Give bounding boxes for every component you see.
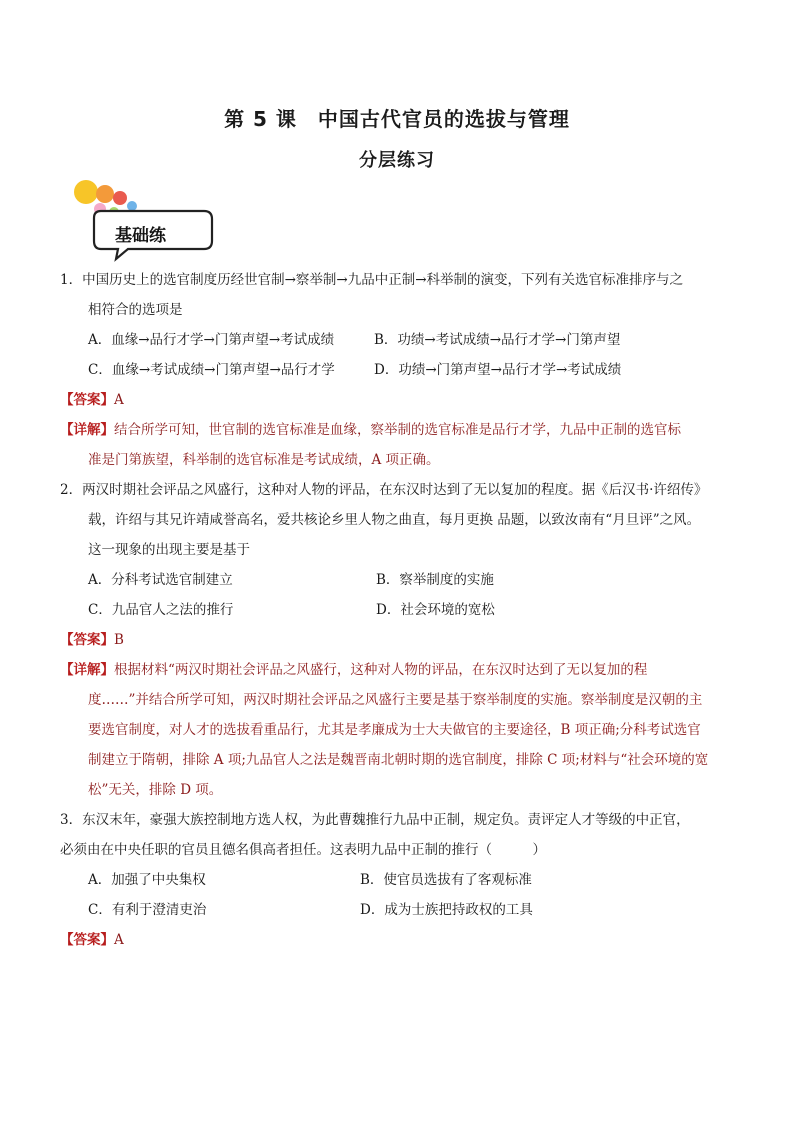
detail-tag: 【详解】: [60, 422, 114, 438]
answer-line: [60, 925, 740, 955]
question-2: [60, 475, 740, 805]
answer-line: [60, 625, 740, 655]
option-row: [60, 865, 740, 895]
lesson-title: 第 5 课 中国古代官员的选拔与管理: [224, 107, 570, 131]
detail-tag: 【详解】: [60, 662, 114, 678]
option-a: A．加强了中央集权: [88, 872, 206, 888]
question-3: [60, 805, 740, 955]
detail-block: [60, 655, 740, 805]
question-stem-line: 3．东汉末年，豪强大族控制地方选人权，为此曹魏推行九品中正制，规定负。责评定人才等级的中正官，: [60, 812, 690, 828]
option-row: [60, 565, 740, 595]
option-row: [60, 595, 740, 625]
detail-block: [60, 415, 740, 475]
option-row: [60, 355, 740, 385]
detail-line: 结合所学可知，世官制的选官标准是血缘，察举制的选官标准是品行才学，九品中正制的选官标: [114, 422, 681, 438]
option-d: D．功绩→门第声望→品行才学→考试成绩: [374, 362, 622, 378]
question-stem-line: 1．中国历史上的选官制度历经世官制→察举制→九品中正制→科举制的演变，下列有关选官标准排序与之: [60, 272, 684, 288]
bubble-decoration-icon: [70, 176, 220, 262]
detail-line: 要选官制度，对人才的选拔看重品行，尤其是孝廉成为士大夫做官的主要途径，B 项正确;分科考试选官: [88, 722, 701, 738]
option-c: C．血缘→考试成绩→门第声望→品行才学: [88, 362, 335, 378]
question-list: [60, 265, 740, 955]
lesson-subtitle: 分层练习: [359, 150, 435, 171]
option-d: D．社会环境的宽松: [376, 602, 495, 618]
detail-line: 准是门第族望，科举制的选官标准是考试成绩，A 项正确。: [88, 452, 440, 468]
option-row: [60, 895, 740, 925]
option-c: C．九品官人之法的推行: [88, 602, 234, 618]
option-c: C．有利于澄清吏治: [88, 902, 207, 918]
section-badge: [70, 176, 220, 262]
question-1: [60, 265, 740, 475]
answer-tag: 【答案】: [60, 392, 114, 408]
option-a: A．血缘→品行才学→门第声望→考试成绩: [88, 332, 335, 348]
answer-line: [60, 385, 740, 415]
question-stem-line: 相符合的选项是: [88, 302, 183, 318]
answer-tag: 【答案】: [60, 932, 114, 948]
answer-value: B: [114, 632, 124, 648]
detail-line: 松”无关，排除 D 项。: [88, 782, 223, 798]
option-row: [60, 325, 740, 355]
answer-value: A: [114, 392, 124, 408]
answer-value: A: [114, 932, 124, 948]
option-b: B．使官员选拔有了客观标准: [360, 872, 532, 888]
answer-tag: 【答案】: [60, 632, 114, 648]
question-stem-line: 载，许绍与其兄许靖咸誉高名，爱共核论乡里人物之曲直，每月更换 品题，以致汝南有“月旦评”之风。: [88, 512, 701, 528]
detail-line: 度……”并结合所学可知，两汉时期社会评品之风盛行主要是基于察举制度的实施。察举制度是汉朝的主: [88, 692, 703, 708]
detail-line: 制建立于隋朝，排除 A 项;九品官人之法是魏晋南北朝时期的选官制度，排除 C 项;材料与“社会环境的宽: [88, 752, 709, 768]
question-stem-line: 必须由在中央任职的官员且德名俱高者担任。这表明九品中正制的推行（ ）: [60, 842, 546, 858]
option-a: A．分科考试选官制建立: [88, 572, 233, 588]
section-badge-label: 基础练: [115, 226, 166, 246]
option-d: D．成为士族把持政权的工具: [360, 902, 533, 918]
question-stem-line: 这一现象的出现主要是基于: [88, 542, 250, 558]
question-stem-line: 2．两汉时期社会评品之风盛行，这种对人物的评品，在东汉时达到了无以复加的程度。据《后汉书·许绍传》: [60, 482, 708, 498]
option-b: B．功绩→考试成绩→品行才学→门第声望: [374, 332, 621, 348]
option-b: B．察举制度的实施: [376, 572, 494, 588]
detail-line: 根据材料“两汉时期社会评品之风盛行，这种对人物的评品，在东汉时达到了无以复加的程: [114, 662, 648, 678]
